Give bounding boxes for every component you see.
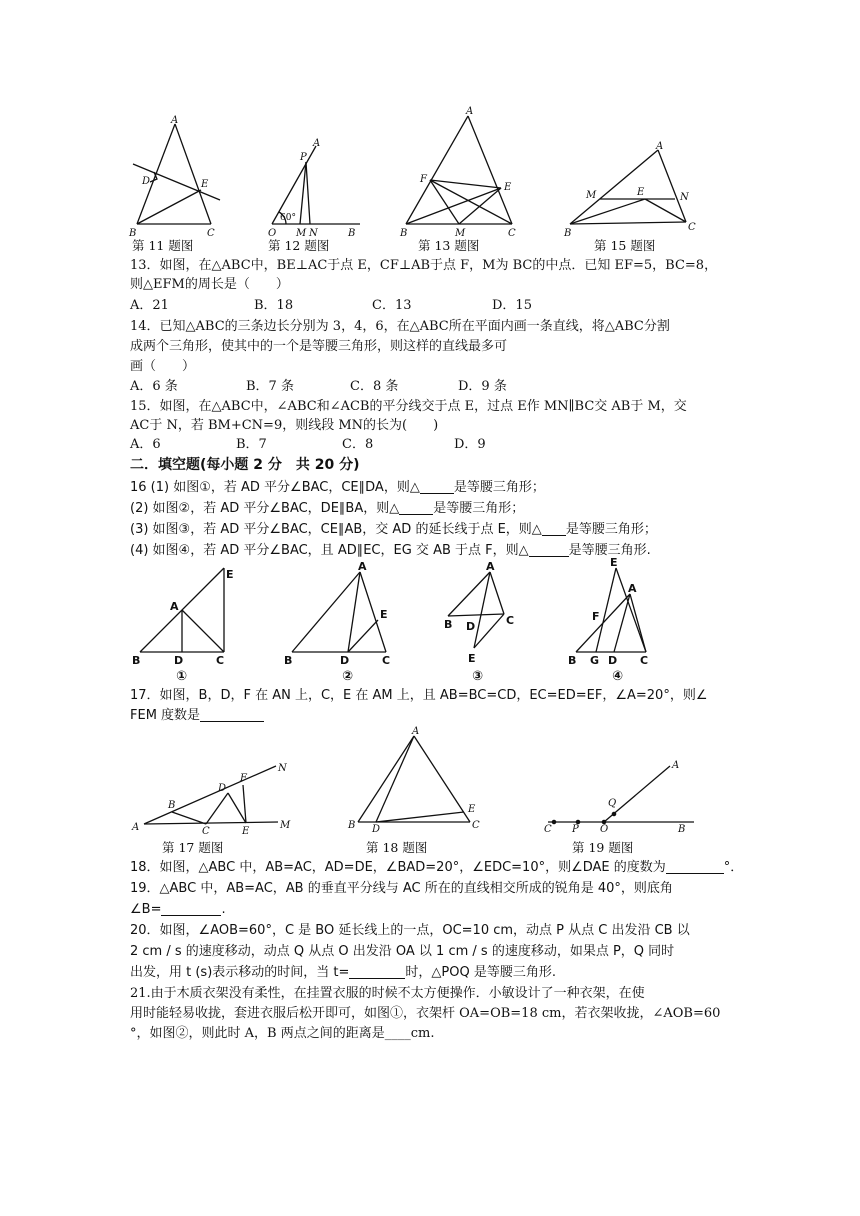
fig16-3-label: A bbox=[486, 560, 495, 573]
fig13-label: A bbox=[466, 106, 474, 117]
q13-line2: 则△EFM的周长是（ ） bbox=[130, 277, 289, 292]
fig19-label: Q bbox=[608, 798, 617, 809]
q18-text-a: 18．如图，△ABC 中，AB=AC，AD=DE，∠BAD=20°，∠EDC=10°，则∠DAE 的度数为 bbox=[130, 860, 666, 875]
fig16-3-label: ③ bbox=[472, 669, 484, 684]
fig18-label: A bbox=[412, 726, 420, 737]
q20-text-a: 出发，用 t (s)表示移动的时间，当 t= bbox=[130, 965, 350, 980]
q16-part2 bbox=[130, 499, 524, 519]
fig12-label: O bbox=[268, 228, 277, 239]
figure-16-2 bbox=[280, 560, 395, 684]
fig16-1-label: D bbox=[174, 654, 184, 667]
q15-option-d: D．9 bbox=[454, 437, 486, 452]
fig17-label: B bbox=[168, 800, 176, 811]
fig12-label: A bbox=[313, 138, 321, 149]
q13-option-a: A．21 bbox=[130, 298, 169, 313]
q20-line1: 20．如图，∠AOB=60°，C 是 BO 延长线上的一点，OC=10 cm，动点 P 从点 C 出发沿 CB 以 bbox=[130, 923, 690, 938]
q16-part2-text-a: (2) 如图②，若 AD 平分∠BAC，DE∥BA，则△ bbox=[130, 501, 400, 516]
fig19-label: B bbox=[678, 824, 686, 834]
fig16-2-label: B bbox=[284, 654, 293, 667]
fig17-label: D bbox=[218, 783, 227, 794]
answer-blank[interactable] bbox=[529, 542, 569, 557]
q17-line2 bbox=[130, 706, 264, 726]
caption-fig12: 第 12 题图 bbox=[268, 238, 330, 253]
q17-line1: 17．如图，B，D，F 在 AN 上，C，E 在 AM 上，且 AB=BC=CD，EC=ED=EF，∠A=20°，则∠ bbox=[130, 688, 708, 703]
answer-blank[interactable] bbox=[200, 707, 264, 722]
q16-part1-text-b: 是等腰三角形； bbox=[453, 480, 545, 495]
q16-part2-text-b: 是等腰三角形； bbox=[433, 501, 525, 516]
fig13-label: F bbox=[420, 174, 427, 185]
fig16-2-label: E bbox=[380, 608, 388, 621]
q19-line2 bbox=[130, 900, 226, 920]
fig15-label: N bbox=[680, 192, 689, 203]
q21-line2: 用时能轻易收拢，套进衣服后松开即可，如图①，衣架杆 OA=OB=18 cm，若衣架收拢，∠AOB=60 bbox=[130, 1006, 721, 1021]
q13-option-c: C．13 bbox=[372, 298, 412, 313]
fig16-1-label: E bbox=[226, 568, 234, 581]
q16-part1-text-a: 16 (1) 如图①，若 AD 平分∠BAC，CE∥DA，则△ bbox=[130, 480, 420, 495]
fig17-label: E bbox=[242, 826, 250, 836]
fig17-label: C bbox=[202, 826, 210, 836]
figure-17 bbox=[130, 758, 300, 836]
fig15-label: B bbox=[564, 228, 572, 239]
fig11-label: D bbox=[142, 176, 151, 187]
fig18-label: E bbox=[468, 804, 476, 815]
q15-option-a: A．6 bbox=[130, 437, 161, 452]
fig16-2-label: D bbox=[340, 654, 350, 667]
fig17-label: A bbox=[132, 822, 140, 833]
figure-19 bbox=[538, 758, 698, 834]
q16-part3 bbox=[130, 520, 657, 540]
q19-text-a: ∠B= bbox=[130, 902, 162, 917]
fig11-label: B bbox=[129, 228, 137, 239]
q17-line2-text: FEM 度数是 bbox=[130, 708, 201, 723]
fig13-label: C bbox=[508, 228, 516, 239]
answer-blank[interactable] bbox=[399, 500, 433, 515]
q16-part4-text-a: (4) 如图④，若 AD 平分∠BAC，且 AD∥EC，EG 交 AB 于点 F，则△ bbox=[130, 543, 529, 558]
figure-11 bbox=[125, 112, 235, 240]
fig16-4-label: ④ bbox=[612, 669, 624, 684]
fig12-label: 60° bbox=[280, 213, 296, 223]
answer-blank[interactable] bbox=[161, 901, 221, 916]
q13-option-b: B．18 bbox=[254, 298, 294, 313]
answer-blank[interactable] bbox=[349, 964, 405, 979]
fig16-4-label: G bbox=[590, 654, 600, 667]
q16-part3-text-a: (3) 如图③，若 AD 平分∠BAC，CE∥AB，交 AD 的延长线于点 E，则△ bbox=[130, 522, 542, 537]
fig16-1-label: B bbox=[132, 654, 141, 667]
q15-line2: AC于 N，若 BM+CN=9，则线段 MN的长为( ) bbox=[130, 418, 439, 433]
answer-blank[interactable] bbox=[420, 479, 454, 494]
fig19-label: C bbox=[544, 824, 552, 834]
q19-text-b: . bbox=[221, 902, 226, 917]
fig12-label: M bbox=[296, 228, 307, 239]
fig19-label: P bbox=[572, 824, 579, 834]
fig11-label: E bbox=[201, 179, 209, 190]
q13-line1: 13．如图，在△ABC中，BE⊥AC于点 E，CF⊥AB于点 F，M为 BC的中点．已知 EF=5，BC=8， bbox=[130, 258, 718, 273]
fig19-label: O bbox=[600, 824, 609, 834]
fig12-label: B bbox=[348, 228, 356, 239]
caption-fig15: 第 15 题图 bbox=[594, 238, 656, 253]
fig11-label: C bbox=[207, 228, 215, 239]
fig16-2-label: C bbox=[382, 654, 391, 667]
fig13-label: E bbox=[504, 182, 512, 193]
q19-line1: 19．△ABC 中，AB=AC，AB 的垂直平分线与 AC 所在的直线相交所成的锐角是 40°，则底角 bbox=[130, 881, 673, 896]
fig16-4-label: C bbox=[640, 654, 649, 667]
figure-15 bbox=[562, 138, 702, 240]
fig15-label: E bbox=[637, 187, 645, 198]
fig13-label: M bbox=[455, 228, 466, 239]
figure-13 bbox=[396, 102, 526, 240]
q14-option-c: C．8 条 bbox=[350, 379, 399, 394]
fig15-label: A bbox=[656, 141, 664, 152]
q20-line2: 2 cm / s 的速度移动，动点 Q 从点 O 出发沿 OA 以 1 cm / s 的速度移动，如果点 P，Q 同时 bbox=[130, 944, 675, 959]
caption-fig19: 第 19 题图 bbox=[572, 840, 634, 855]
caption-fig11: 第 11 题图 bbox=[132, 238, 194, 253]
fig16-1-label: ① bbox=[176, 669, 188, 684]
fig16-1-label: C bbox=[216, 654, 225, 667]
answer-blank[interactable] bbox=[666, 859, 724, 874]
fig13-label: B bbox=[400, 228, 408, 239]
q18 bbox=[130, 858, 743, 878]
figure-16-4 bbox=[564, 556, 664, 684]
caption-fig18: 第 18 题图 bbox=[366, 840, 428, 855]
q14-option-b: B．7 条 bbox=[246, 379, 294, 394]
fig18-label: C bbox=[472, 820, 480, 831]
fig18-label: D bbox=[372, 824, 381, 835]
fig16-3-label: B bbox=[444, 618, 453, 631]
q15-option-b: B．7 bbox=[236, 437, 267, 452]
fig16-1-label: A bbox=[170, 600, 179, 613]
q16-part4-text-b: 是等腰三角形. bbox=[568, 543, 651, 558]
fig16-4-label: B bbox=[568, 654, 577, 667]
fig11-label: A bbox=[171, 115, 179, 126]
q16-part1 bbox=[130, 478, 545, 498]
q21-line3: °，如图②，则此时 A，B 两点之间的距离是____cm. bbox=[130, 1026, 435, 1041]
q16-part3-text-b: 是等腰三角形； bbox=[565, 522, 657, 537]
caption-fig17: 第 17 题图 bbox=[162, 840, 224, 855]
q15-option-c: C．8 bbox=[342, 437, 374, 452]
fig16-3-label: C bbox=[506, 614, 515, 627]
figure-12 bbox=[262, 134, 364, 240]
fig18-label: B bbox=[348, 820, 356, 831]
fig16-3-label: E bbox=[468, 652, 476, 665]
q20-text-b: 时，△POQ 是等腰三角形. bbox=[405, 965, 556, 980]
answer-blank[interactable] bbox=[542, 521, 566, 536]
fig12-label: P bbox=[300, 152, 307, 163]
fig16-2-label: ② bbox=[342, 669, 354, 684]
fig16-3-label: D bbox=[466, 620, 476, 633]
q14-option-d: D．9 条 bbox=[458, 379, 507, 394]
q14-line3: 画（ ） bbox=[130, 359, 196, 374]
fig12-label: N bbox=[309, 228, 318, 239]
fig16-4-label: E bbox=[610, 556, 618, 569]
q18-text-b: °． bbox=[723, 860, 744, 875]
fig15-label: C bbox=[688, 222, 696, 233]
q14-option-a: A．6 条 bbox=[130, 379, 178, 394]
q13-option-d: D．15 bbox=[492, 298, 532, 313]
fig15-label: M bbox=[586, 190, 597, 201]
fig17-label: N bbox=[278, 763, 287, 774]
q15-line1: 15．如图，在△ABC中，∠ABC和∠ACB的平分线交于点 E，过点 E作 MN∥BC交 AB于 M，交 bbox=[130, 399, 687, 414]
q21-line1: 21.由于木质衣架没有柔性，在挂置衣服的时候不太方便操作．小敏设计了一种衣架，在使 bbox=[130, 986, 645, 1001]
caption-fig13: 第 13 题图 bbox=[418, 238, 480, 253]
fig17-label: M bbox=[280, 820, 291, 831]
q14-line2: 成两个三角形，使其中的一个是等腰三角形，则这样的直线最多可 bbox=[130, 339, 508, 354]
figure-16-1 bbox=[128, 566, 238, 684]
fig16-4-label: F bbox=[592, 610, 600, 623]
fig19-label: A bbox=[672, 760, 680, 771]
fig17-label: F bbox=[240, 773, 247, 784]
fig16-2-label: A bbox=[358, 560, 367, 573]
section-heading: 二．填空题(每小题 2 分 共 20 分) bbox=[130, 457, 360, 473]
q14-line1: 14．已知△ABC的三条边长分别为 3，4，6，在△ABC所在平面内画一条直线，将△ABC分割 bbox=[130, 319, 670, 334]
fig16-4-label: D bbox=[608, 654, 618, 667]
figure-16-3 bbox=[438, 560, 528, 684]
fig16-4-label: A bbox=[628, 582, 637, 595]
figure-18 bbox=[340, 724, 490, 836]
q20-line3 bbox=[130, 963, 556, 983]
